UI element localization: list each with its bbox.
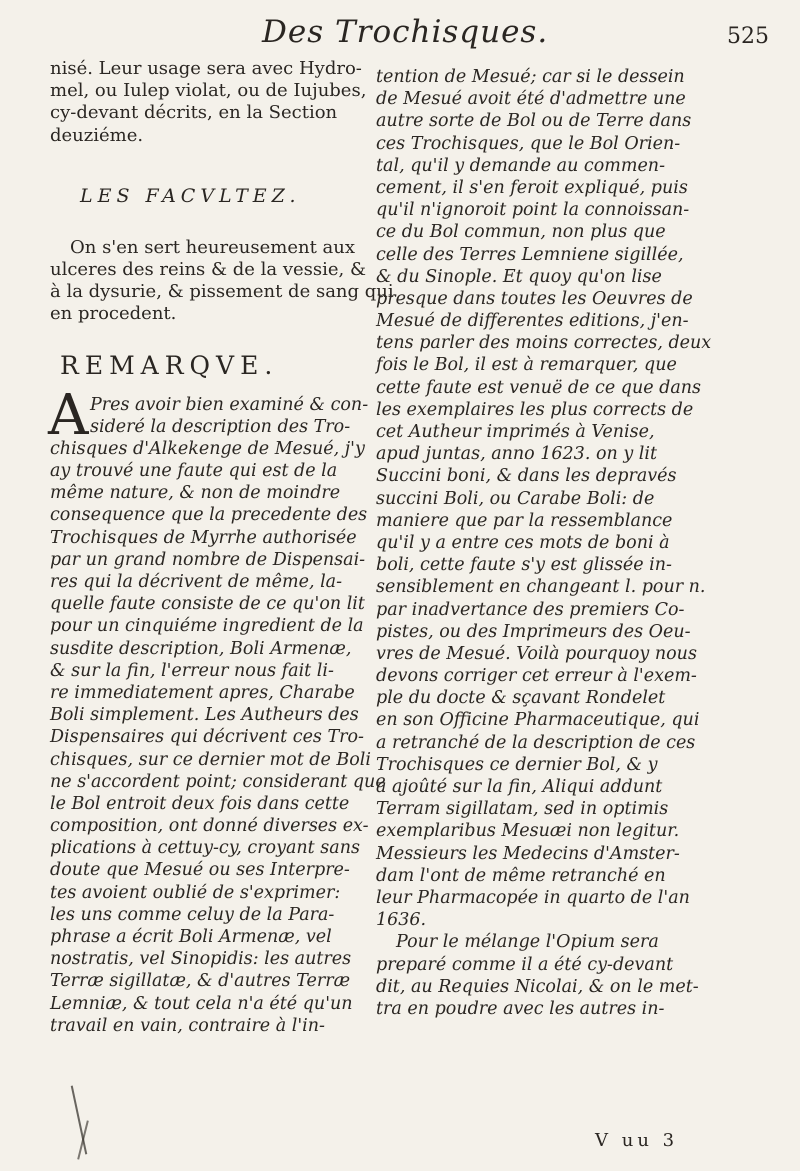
text-line: Lemniæ, & tout cela n'a été qu'un [50,993,353,1014]
text-line: vres de Mesué. Voilà pourquoy nous [376,643,697,664]
text-line: exemplaribus Mesuæi non legitur. [376,821,680,842]
text-line: chisques d'Alkekenge de Mesué, j'y [50,438,365,459]
text-line: nisé. Leur usage sera avec Hydro- [50,58,362,79]
text-line: ne s'accordent point; considerant que [50,771,386,792]
text-line: preparé comme il a été cy-devant [376,954,674,975]
text-line: par inadvertance des premiers Co- [376,599,685,620]
text-line: quelle faute consiste de ce qu'on lit [50,594,365,615]
text-line: le Bol entroit deux fois dans cette [50,793,350,814]
text-line: deuziéme. [50,124,144,146]
text-line: Messieurs les Medecins d'Amster- [376,843,680,864]
page-header [0,14,800,58]
text-line: dit, au Requies Nicolai, & on le met- [376,976,699,997]
text-line: les exemplaires les plus corrects de [376,399,694,420]
text-line: ces Trochisques, que le Bol Orien- [376,133,681,154]
text-line: 1636. [376,910,427,931]
text-line: tention de Mesué; car si le dessein [376,67,685,87]
text-line: a ajoûté sur la fin, Aliqui addunt [376,777,663,797]
text-line: les uns comme celuy de la Para- [50,904,335,925]
text-line: cy-devant décrits, en la Section [50,102,338,124]
text-line: apud juntas, anno 1623. on y lit [376,444,657,465]
text-line: chisques, sur ce dernier mot de Boli [50,749,371,770]
text-line: Trochisques ce dernier Bol, & y [376,754,658,775]
text-line: res qui la décrivent de même, la- [50,572,343,592]
text-line: par un grand nombre de Dispensai- [50,549,366,570]
text-line: en son Officine Pharmaceutique, qui [376,710,700,731]
text-line: presque dans toutes les Oeuvres de [376,288,693,309]
text-line: plications à cettuy-cy, croyant sans [50,838,360,859]
text-line: celle des Terres Lemniene sigillée, [376,244,684,265]
text-line: ce du Bol commun, non plus que [376,222,666,243]
text-line: pistes, ou des Imprimeurs des Oeu- [376,621,691,642]
text-line: & du Sinople. Et quoy qu'on lise [376,266,662,287]
text-line: leur Pharmacopée in quarto de l'an [376,887,690,908]
text-line: ple du docte & sçavant Rondelet [376,688,666,709]
text-line: Dispensaires qui décrivent ces Tro- [50,727,364,748]
text-line: Mesué de differentes editions, j'en- [376,311,689,332]
text-line: Succini boni, & dans les depravés [376,466,677,487]
text-line: maniere que par la ressemblance [376,510,673,531]
section-heading-remarque: REMARQVE. [60,350,279,380]
text-line: & sur la fin, l'erreur nous fait li- [50,660,334,681]
text-line: qu'il y a entre ces mots de boni à [376,532,670,553]
text-line: devons corriger cet erreur à l'exem- [376,666,697,687]
text-line: cet Autheur imprimés à Venise, [376,422,655,442]
catchword-signature: V uu 3 [595,1130,679,1151]
text-line: sideré la description des Tro- [90,416,351,437]
ink-mark [71,1086,88,1155]
text-line: même nature, & non de moindre [50,483,341,504]
text-line: On s'en sert heureusement aux [70,236,355,258]
text-line: Terram sigillatam, sed in optimis [376,799,669,820]
text-line: tal, qu'il y demande au commen- [376,155,665,176]
text-line: nostratis, vel Sinopidis: les autres [50,949,352,970]
left-column [48,58,394,1037]
text-line: fois le Bol, il est à remarquer, que [376,355,677,376]
text-line: succini Boli, ou Carabe Boli: de [376,488,655,509]
text-line: tra en poudre avec les autres in- [376,998,665,1019]
text-line: travail en vain, contraire à l'in- [50,1015,325,1036]
text-line: cement, il s'en feroit expliqué, puis [376,177,688,198]
drop-cap: A [48,382,89,448]
text-line: phrase a écrit Boli Armenæ, vel [50,927,332,947]
text-line: autre sorte de Bol ou de Terre dans [376,111,692,132]
text-line: sensiblement en changeant l. pour n. [376,577,706,598]
text-line: de Mesué avoit été d'admettre une [376,89,686,110]
text-line: qu'il n'ignoroit point la connoissan- [376,200,690,221]
intro-paragraph [50,58,367,147]
page-number: 525 [727,24,769,49]
text-line: cette faute est venuë de ce que dans [376,377,702,398]
section-heading-facultez: LES FACVLTEZ. [80,184,301,207]
text-line: boli, cette faute s'y est glissée in- [376,555,672,576]
text-line: pour un cinquiéme ingredient de la [50,616,364,637]
text-line: re immediatement apres, Charabe [50,682,355,703]
facultez-paragraph [50,236,394,326]
running-title: Des Trochisques. [262,14,549,50]
text-line: a retranché de la description de ces [376,732,696,753]
text-line: mel, ou Iulep violat, ou de Iujubes, [50,80,367,102]
text-line: doute que Mesué ou ses Interpre- [50,860,350,881]
text-line: ulceres des reins & de la vessie, & [50,258,367,280]
text-line: Trochisques de Myrrhe authorisée [50,527,357,548]
text-line: Pour le mélange l'Opium sera [396,932,659,953]
right-column [376,66,772,1020]
text-line: susdite description, Boli Armenæ, [50,638,352,659]
text-line: en procedent. [50,303,177,325]
text-line: Pres avoir bien examiné & con- [90,394,369,415]
text-line: tes avoient oublié de s'exprimer: [50,882,341,903]
remarque-paragraph [48,382,386,1037]
text-line: dam l'ont de même retranché en [376,865,666,886]
text-line: Boli simplement. Les Autheurs des [50,705,359,726]
text-line: Terræ sigillatæ, & d'autres Terræ [50,971,351,992]
text-line: consequence que la precedente des [50,505,368,526]
text-line: à la dysurie, & pissement de sang qui [50,281,394,303]
text-line: tens parler des moins correctes, deux [376,333,712,354]
text-line: ay trouvé une faute qui est de la [50,461,338,482]
text-line: composition, ont donné diverses ex- [50,816,369,837]
